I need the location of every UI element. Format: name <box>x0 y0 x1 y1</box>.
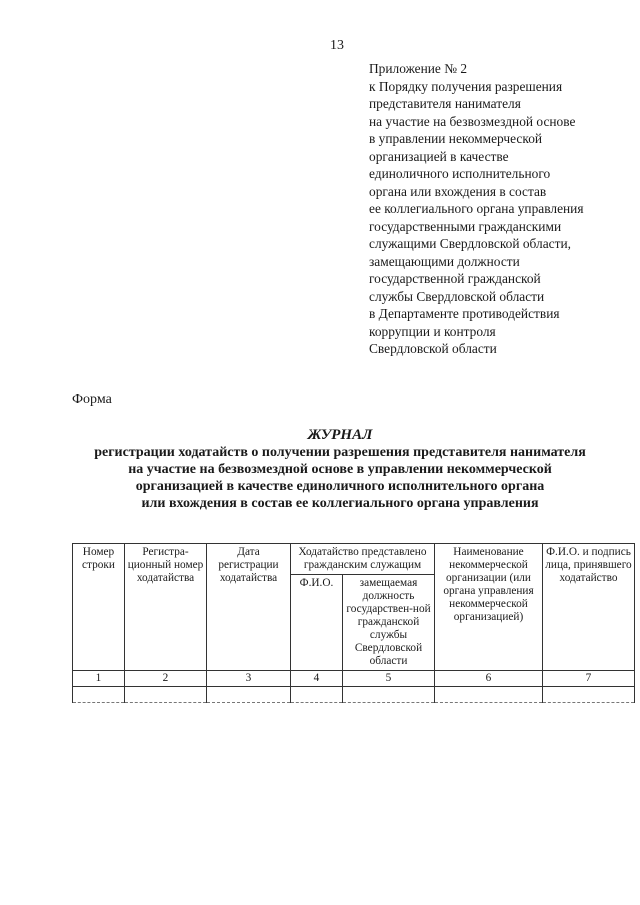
appendix-line: организацией в качестве <box>369 148 509 164</box>
empty-entry-row <box>73 687 635 703</box>
subtitle-line: на участие на безвозмездной основе в управлении некоммерческой <box>128 462 552 477</box>
appendix-line: коррупции и контроля <box>369 323 496 339</box>
header-registration-date: Дата регистрации ходатайства <box>207 544 291 671</box>
table-cell <box>343 687 435 703</box>
subtitle-line: организацией в качестве единоличного исполнительного органа <box>135 479 545 494</box>
appendix-line: замещающими должности <box>369 253 520 269</box>
journal-title: ЖУРНАЛ <box>307 427 373 443</box>
appendix-line: в Департаменте противодействия <box>369 306 560 321</box>
header-organization-name: Наименование некоммерческой организации (или органа управления некоммерческой организацией) <box>435 544 543 671</box>
column-number: 4 <box>291 671 343 687</box>
header-row-number: Номер строки <box>73 544 125 671</box>
journal-title-block <box>40 426 640 512</box>
appendix-line: государственными гражданскими <box>369 218 562 234</box>
header-position: замещаемая должность государствен-ной гражданской службы Свердловской области <box>343 575 435 671</box>
journal-subtitle <box>40 444 640 512</box>
table-cell <box>125 687 207 703</box>
table-cell <box>543 687 635 703</box>
column-number: 2 <box>125 671 207 687</box>
column-number: 3 <box>207 671 291 687</box>
appendix-line: на участие на безвозмездной основе <box>369 113 576 129</box>
form-label: Форма <box>72 392 112 407</box>
appendix-reference <box>369 60 631 358</box>
appendix-line: органа или вхождения в состав <box>369 183 547 199</box>
subtitle-line: регистрации ходатайств о получении разрешения представителя нанимателя <box>94 445 586 460</box>
column-number: 5 <box>343 671 435 687</box>
table-cell <box>435 687 543 703</box>
appendix-line: единоличного исполнительного <box>369 166 551 181</box>
appendix-line: государственной гражданской <box>369 271 541 286</box>
header-accepted-by: Ф.И.О. и подпись лица, принявшего ходатайство <box>543 544 635 671</box>
header-submitted-by-group: Ходатайство представлено гражданским служащим <box>291 544 435 575</box>
header-registration-number: Регистра-ционный номер ходатайства <box>125 544 207 671</box>
page-number: 13 <box>330 38 344 53</box>
appendix-line: в управлении некоммерческой <box>369 131 543 146</box>
table-header-row <box>73 544 635 575</box>
table-cell <box>73 687 125 703</box>
table-cell <box>207 687 291 703</box>
appendix-line: Приложение № 2 <box>369 61 468 76</box>
subtitle-line: или вхождения в состав ее коллегиального органа управления <box>141 496 539 511</box>
column-number: 1 <box>73 671 125 687</box>
column-number: 7 <box>543 671 635 687</box>
appendix-line: служащими Свердловской области, <box>369 236 571 251</box>
appendix-line: Свердловской области <box>369 341 497 356</box>
column-number: 6 <box>435 671 543 687</box>
appendix-line: к Порядку получения разрешения <box>369 78 563 94</box>
appendix-line: службы Свердловской области <box>369 288 545 304</box>
appendix-line: ее коллегиального органа управления <box>369 201 584 216</box>
journal-table <box>72 543 635 703</box>
appendix-line: представителя нанимателя <box>369 96 521 111</box>
column-number-row <box>73 671 635 687</box>
table-cell <box>291 687 343 703</box>
header-full-name: Ф.И.О. <box>291 575 343 671</box>
